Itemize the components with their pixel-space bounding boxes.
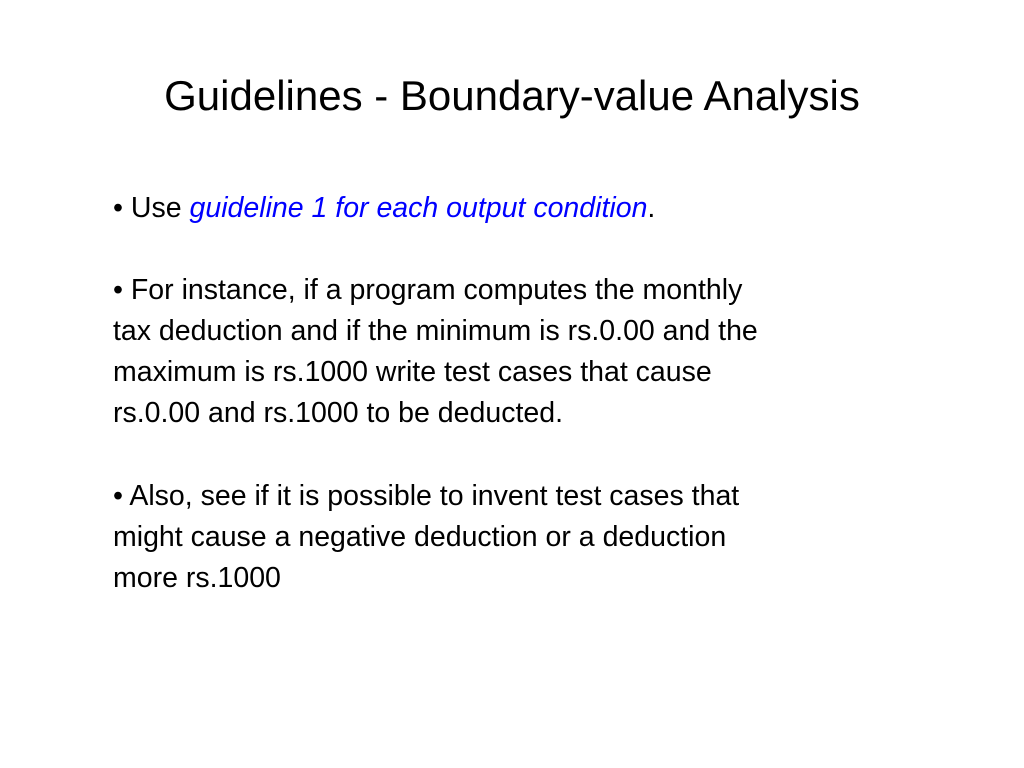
bullet-negative-deduction (113, 476, 913, 599)
highlighted-guideline-text: guideline 1 for each output condition (189, 192, 648, 224)
bullet-line: • Also, see if it is possible to invent test cases that (113, 480, 740, 512)
bullet-prefix: • Use (113, 192, 190, 224)
bullet-line: might cause a negative deduction or a deduction (113, 521, 727, 553)
bullet-instance-example (113, 270, 913, 434)
bullet-guideline-use (113, 188, 913, 229)
bullet-line: rs.0.00 and rs.1000 to be deducted. (113, 397, 563, 429)
bullet-line: maximum is rs.1000 write test cases that cause (113, 356, 712, 388)
bullet-line: tax deduction and if the minimum is rs.0.00 and the (113, 315, 758, 347)
slide-title: Guidelines - Boundary-value Analysis (164, 72, 860, 119)
bullet-line: more rs.1000 (113, 562, 281, 594)
bullet-list (113, 188, 913, 599)
bullet-suffix: . (647, 192, 656, 224)
bullet-line: • For instance, if a program computes the monthly (113, 274, 743, 306)
